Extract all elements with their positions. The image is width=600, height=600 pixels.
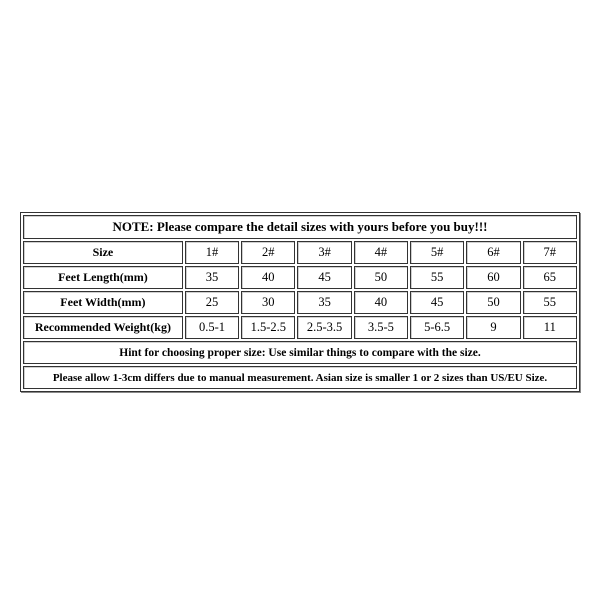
table-cell: 11 <box>523 316 577 339</box>
row-label: Recommended Weight(kg) <box>23 316 183 339</box>
row-label: Feet Width(mm) <box>23 291 183 314</box>
table-cell: 30 <box>241 291 295 314</box>
table-cell: 50 <box>354 266 408 289</box>
recommended-weight-row <box>23 316 577 339</box>
table-cell: 35 <box>185 266 239 289</box>
size-header-cell: 1# <box>185 241 239 264</box>
hint-row <box>23 341 577 364</box>
table-cell: 2.5-3.5 <box>297 316 351 339</box>
row-label: Feet Length(mm) <box>23 266 183 289</box>
size-header-cell: 5# <box>410 241 464 264</box>
feet-length-row <box>23 266 577 289</box>
table-cell: 55 <box>523 291 577 314</box>
size-header-cell: 4# <box>354 241 408 264</box>
note-row <box>23 215 577 239</box>
table-cell: 45 <box>297 266 351 289</box>
table-cell: 45 <box>410 291 464 314</box>
table-cell: 55 <box>410 266 464 289</box>
allowance-text: Please allow 1-3cm differs due to manual measurement. Asian size is smaller 1 or 2 sizes than US/EU Size. <box>23 366 577 389</box>
allowance-row <box>23 366 577 389</box>
size-header-label: Size <box>23 241 183 264</box>
table-cell: 60 <box>466 266 520 289</box>
note-text: NOTE: Please compare the detail sizes with yours before you buy!!! <box>23 215 577 239</box>
table-cell: 35 <box>297 291 351 314</box>
table-cell: 3.5-5 <box>354 316 408 339</box>
size-header-cell: 7# <box>523 241 577 264</box>
table-cell: 50 <box>466 291 520 314</box>
table-cell: 40 <box>241 266 295 289</box>
table-cell: 25 <box>185 291 239 314</box>
size-header-cell: 2# <box>241 241 295 264</box>
table-cell: 5-6.5 <box>410 316 464 339</box>
size-header-cell: 6# <box>466 241 520 264</box>
size-chart-table <box>20 212 580 392</box>
size-header-row <box>23 241 577 264</box>
table-cell: 40 <box>354 291 408 314</box>
feet-width-row <box>23 291 577 314</box>
table-cell: 1.5-2.5 <box>241 316 295 339</box>
size-header-cell: 3# <box>297 241 351 264</box>
table-cell: 0.5-1 <box>185 316 239 339</box>
hint-text: Hint for choosing proper size: Use similar things to compare with the size. <box>23 341 577 364</box>
table-cell: 9 <box>466 316 520 339</box>
table-cell: 65 <box>523 266 577 289</box>
